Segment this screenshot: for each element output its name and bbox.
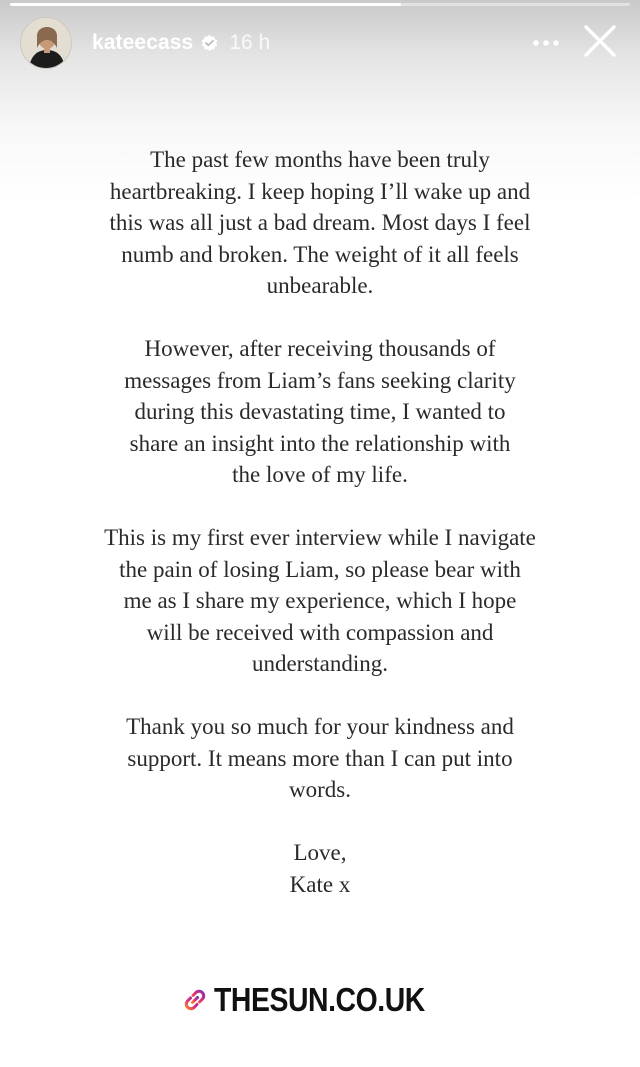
avatar[interactable] xyxy=(20,17,72,69)
message-line: This is my first ever interview while I navigate xyxy=(104,525,536,550)
message-line: support. It means more than I can put into xyxy=(127,745,513,771)
message-paragraph-3 xyxy=(40,522,600,680)
message-line: understanding. xyxy=(251,651,389,676)
message-line: during this devastating time, I wanted to xyxy=(134,399,506,424)
story-progress-fill xyxy=(10,3,401,6)
link-sticker[interactable] xyxy=(0,978,640,1022)
verified-badge-icon xyxy=(200,34,219,53)
message-line: unbearable. xyxy=(266,273,374,298)
more-dots-icon xyxy=(532,34,560,52)
message-signoff xyxy=(40,837,600,900)
message-line: Thank you so much for your kindness and xyxy=(126,714,514,739)
story-progress-bar xyxy=(10,3,630,6)
message-line: heartbreaking. I keep hoping I’ll wake up and xyxy=(109,178,531,204)
link-sticker-text: THESUN.CO.UK xyxy=(214,981,426,1018)
close-icon xyxy=(583,24,617,63)
username[interactable]: kateecass xyxy=(92,31,194,54)
story-message xyxy=(40,144,600,900)
message-paragraph-2 xyxy=(40,333,600,491)
message-line: the love of my life. xyxy=(232,462,408,487)
message-line: words. xyxy=(289,777,351,802)
story-timestamp: 16 h xyxy=(229,31,271,54)
link-icon xyxy=(180,985,210,1015)
message-paragraph-4 xyxy=(40,711,600,806)
message-line: this was all just a bad dream. Most days I feel xyxy=(109,210,531,235)
message-line: However, after receiving thousands of xyxy=(144,336,496,361)
message-line: share an insight into the relationship with xyxy=(129,430,511,456)
message-line: the pain of losing Liam, so please bear with xyxy=(119,556,521,582)
close-button[interactable] xyxy=(580,23,620,63)
signoff-line: Love, xyxy=(293,840,347,865)
message-line: me as I share my experience, which I hope xyxy=(123,588,517,613)
message-line: The past few months have been truly xyxy=(150,147,490,172)
message-line: numb and broken. The weight of it all feels xyxy=(121,241,519,267)
message-line: messages from Liam’s fans seeking clarity xyxy=(124,367,516,393)
signoff-line: Kate x xyxy=(289,871,351,897)
message-paragraph-1 xyxy=(40,144,600,302)
message-line: will be received with compassion and xyxy=(146,619,494,645)
story-header xyxy=(20,16,620,70)
more-options-button[interactable] xyxy=(526,23,566,63)
